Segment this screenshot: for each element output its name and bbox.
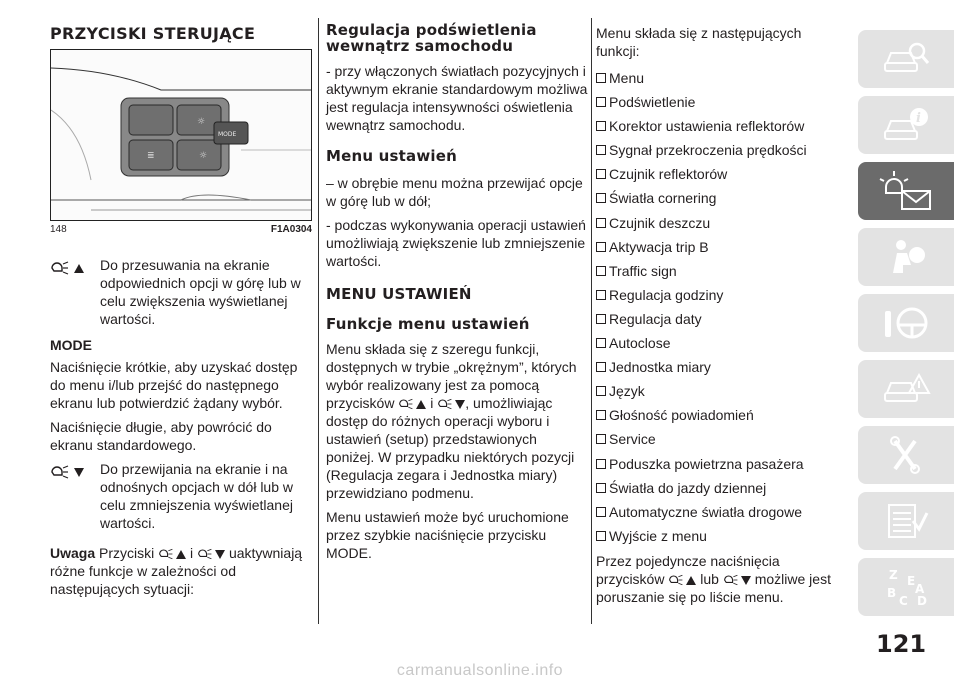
- settings-menu-paragraph-1: – w obrębie menu można przewijać opcje w górę lub w dół;: [326, 175, 583, 209]
- menu-list-item: [596, 90, 846, 114]
- svg-text:☼: ☼: [199, 151, 208, 161]
- menu-list-item: [596, 259, 846, 283]
- figure-code: F1A0304: [270, 224, 312, 235]
- settings-menu-section-heading: MENU USTAWIEŃ: [326, 285, 472, 303]
- arrow-down-icon: [741, 576, 751, 585]
- svg-text:A: A: [915, 582, 925, 596]
- menu-list-item-label: Regulacja godziny: [609, 286, 724, 303]
- menu-functions-list: [596, 66, 846, 548]
- mode-button-label: MODE: [218, 131, 237, 138]
- svg-text:D: D: [917, 594, 927, 608]
- menu-list-item: [596, 186, 846, 210]
- menu-list-item: [596, 307, 846, 331]
- note-paragraph: [50, 544, 312, 598]
- light-bulb-icon: [398, 397, 414, 411]
- menu-list-item: [596, 524, 846, 548]
- menu-list-item: [596, 379, 846, 403]
- arrow-up-icon: [74, 264, 84, 273]
- light-bulb-icon: [158, 547, 174, 561]
- interior-lighting-paragraph: - przy włączonych światłach pozycyjnych i aktywnym ekranie standardowym możliwa jest regulacja intensywności oświetlenia wewnątrz samochodu.: [326, 63, 588, 133]
- col1-body: [50, 256, 312, 604]
- light-bulb-icon: [50, 464, 70, 480]
- menu-list-item-label: Światła cornering: [609, 190, 717, 207]
- menu-list-item: [596, 114, 846, 138]
- menu-list-item-label: Korektor ustawienia reflektorów: [609, 118, 805, 135]
- arrow-down-icon: [215, 550, 225, 559]
- arrow-up-icon: [686, 576, 696, 585]
- functions-paragraph-b: umożliwiając dostęp do różnych operacji wyboru i ustawień (setup) przedstawionych poniżej. W przypadku niektórych pozycji (Regulacja zegara i Jednostka miary) przewidziano podmenu.: [326, 395, 575, 501]
- menu-list-item-label: Automatyczne światła drogowe: [609, 503, 802, 520]
- menu-list-item: [596, 452, 846, 476]
- mode-paragraph-long-press: Naciśnięcie długie, aby powrócić do ekranu standardowego.: [50, 419, 272, 453]
- light-bulb-icon: [668, 573, 684, 587]
- menu-list-item: [596, 66, 846, 90]
- mode-heading: MODE: [50, 337, 92, 353]
- menu-list-item-label: Regulacja daty: [609, 310, 702, 327]
- menu-list-item-label: Autoclose: [609, 335, 671, 352]
- checkbox-bullet-icon: [596, 362, 606, 372]
- warning-light-envelope-icon: [876, 169, 936, 213]
- menu-list-item: [596, 211, 846, 235]
- up-button-text: Do przesuwania na ekranie odpowiednich opcji w górę lub w celu zwiększenia wyświetlanej wartości.: [100, 257, 301, 327]
- up-button-description: [50, 256, 312, 328]
- checkbox-bullet-icon: [596, 410, 606, 420]
- arrow-down-icon: [455, 400, 465, 409]
- menu-list-item: [596, 355, 846, 379]
- checkbox-bullet-icon: [596, 290, 606, 300]
- checkbox-bullet-icon: [596, 218, 606, 228]
- menu-list-item: [596, 476, 846, 500]
- menu-list-item-label: Menu: [609, 70, 645, 86]
- note-part1: Przyciski: [99, 545, 155, 561]
- checkbox-bullet-icon: [596, 266, 606, 276]
- light-bulb-icon: [50, 260, 70, 276]
- menu-outro-a: Przez pojedyncze naciśnięcia przycisków: [596, 552, 780, 587]
- interior-lighting-heading: Regulacja podświetlenia wewnątrz samochodu: [326, 21, 537, 55]
- functions-paragraph-a: Menu składa się z szeregu funkcji, dostępnych w trybie „okrężnym”, których wybór realizowany jest za pomocą przycisków: [326, 341, 577, 411]
- menu-list-item-label: Światła do jazdy dziennej: [609, 479, 767, 496]
- menu-list-item: [596, 235, 846, 259]
- checkbox-bullet-icon: [596, 386, 606, 396]
- tab-maintenance[interactable]: [858, 426, 954, 484]
- functions-paragraph-i: i: [430, 395, 434, 411]
- checkbox-bullet-icon: [596, 145, 606, 155]
- svg-text:C: C: [899, 594, 908, 608]
- column-right: [596, 24, 846, 612]
- settings-menu-paragraph-2: - podczas wykonywania operacji ustawień umożliwiają zwiększenie lub zmniejszenie wartości.: [326, 217, 586, 269]
- menu-outro-or: lub: [700, 570, 719, 587]
- checkbox-bullet-icon: [596, 459, 606, 469]
- checkbox-bullet-icon: [596, 193, 606, 203]
- mode-paragraph-short-press: Naciśnięcie krótkie, aby uzyskać dostęp do menu i/lub przejść do następnego ekranu lub potwierdzić żądany wybór.: [50, 359, 298, 411]
- menu-intro: Menu składa się z następujących funkcji:: [596, 25, 802, 59]
- menu-list-item: [596, 283, 846, 307]
- svg-text:≣: ≣: [147, 151, 155, 161]
- menu-list-item-label: Service: [609, 431, 656, 448]
- chapter-tabs: [858, 30, 960, 624]
- tab-index[interactable]: [858, 558, 954, 616]
- tab-safety[interactable]: [858, 228, 954, 286]
- tab-car-search[interactable]: [858, 30, 954, 88]
- tab-warning-lights[interactable]: [858, 162, 954, 220]
- note-and: i: [190, 545, 194, 561]
- settings-menu-functions-heading: Funkcje menu ustawień: [326, 315, 530, 333]
- alphabet-index-icon: [881, 565, 931, 609]
- page-number: 121: [876, 630, 927, 658]
- light-bulb-icon: [723, 573, 739, 587]
- figure-caption: [50, 224, 312, 235]
- menu-list-item-label: Wyjście z menu: [609, 527, 707, 544]
- svg-text:☼: ☼: [197, 117, 206, 127]
- watermark: carmanualsonline.info: [396, 662, 564, 679]
- menu-list-item-label: Poduszka powietrzna pasażera: [609, 455, 804, 472]
- steering-wheel-icon: [881, 303, 931, 343]
- note-label: Uwaga: [50, 545, 96, 561]
- tab-technical-data[interactable]: [858, 492, 954, 550]
- car-info-icon: [881, 105, 931, 145]
- arrow-down-icon: [74, 468, 84, 477]
- menu-list-item-label: Traffic sign: [609, 262, 677, 279]
- tab-emergency[interactable]: [858, 360, 954, 418]
- menu-list-item: [596, 162, 846, 186]
- menu-list-item: [596, 500, 846, 524]
- column-middle: [326, 22, 588, 568]
- arrow-up-icon: [416, 400, 426, 409]
- light-bulb-icon: [197, 547, 213, 561]
- functions-paragraph: [326, 340, 588, 502]
- menu-list-item-label: Głośność powiadomień: [609, 407, 754, 424]
- settings-menu-heading: Menu ustawień: [326, 147, 458, 165]
- dashboard-buttons-illustration: [51, 50, 312, 221]
- note-part2: uaktywniają różne funkcje w zależności od następujących sytuacji:: [50, 545, 303, 597]
- down-button-description: [50, 460, 312, 532]
- menu-list-item-label: Aktywacja trip B: [609, 238, 709, 255]
- menu-list-item: [596, 427, 846, 451]
- menu-list-item-label: Język: [609, 383, 645, 400]
- tab-driving[interactable]: [858, 294, 954, 352]
- checkbox-bullet-icon: [596, 97, 606, 107]
- svg-text:i: i: [916, 111, 921, 126]
- menu-list-item-label: Czujnik reflektorów: [609, 166, 728, 183]
- checkbox-bullet-icon: [596, 507, 606, 517]
- menu-list-item: [596, 403, 846, 427]
- menu-list-item-label: Sygnał przekroczenia prędkości: [609, 142, 807, 159]
- control-buttons-figure: [50, 49, 312, 221]
- car-search-icon: [881, 39, 931, 79]
- menu-list-item-label: Czujnik deszczu: [609, 214, 711, 231]
- section-title: PRZYCISKI STERUJĄCE: [50, 24, 256, 43]
- mode-shortcut-paragraph: Menu ustawień może być uruchomione przez szybkie naciśnięcie przycisku MODE.: [326, 509, 569, 561]
- tab-car-info[interactable]: [858, 96, 954, 154]
- column-divider: [318, 18, 319, 624]
- menu-list-item-label: Jednostka miary: [609, 359, 711, 376]
- checkbox-bullet-icon: [596, 314, 606, 324]
- figure-number: 148: [50, 224, 67, 235]
- svg-text:Z: Z: [889, 568, 898, 582]
- tools-icon: [881, 435, 931, 475]
- checklist-icon: [881, 501, 931, 541]
- checkbox-bullet-icon: [596, 121, 606, 131]
- car-warning-icon: [881, 369, 931, 409]
- down-button-text: Do przewijania na ekranie i na odnośnych opcjach w dół lub w celu zmniejszenia wyświetlanej wartości.: [100, 461, 294, 531]
- svg-text:E: E: [907, 574, 916, 588]
- checkbox-bullet-icon: [596, 242, 606, 252]
- airbag-person-icon: [881, 237, 931, 277]
- light-bulb-icon: [437, 397, 453, 411]
- checkbox-bullet-icon: [596, 434, 606, 444]
- column-divider: [591, 18, 592, 624]
- checkbox-bullet-icon: [596, 531, 606, 541]
- menu-outro-b: możliwe jest poruszanie się po liście menu.: [596, 570, 831, 605]
- arrow-up-icon: [176, 550, 186, 559]
- svg-text:B: B: [887, 586, 897, 600]
- checkbox-bullet-icon: [596, 483, 606, 493]
- menu-list-item-label: Podświetlenie: [609, 94, 696, 111]
- functions-paragraph-comma: ,: [465, 395, 470, 411]
- menu-outro: [596, 552, 846, 606]
- menu-list-item: [596, 138, 846, 162]
- checkbox-bullet-icon: [596, 338, 606, 348]
- menu-list-item: [596, 331, 846, 355]
- checkbox-bullet-icon: [596, 73, 606, 83]
- checkbox-bullet-icon: [596, 169, 606, 179]
